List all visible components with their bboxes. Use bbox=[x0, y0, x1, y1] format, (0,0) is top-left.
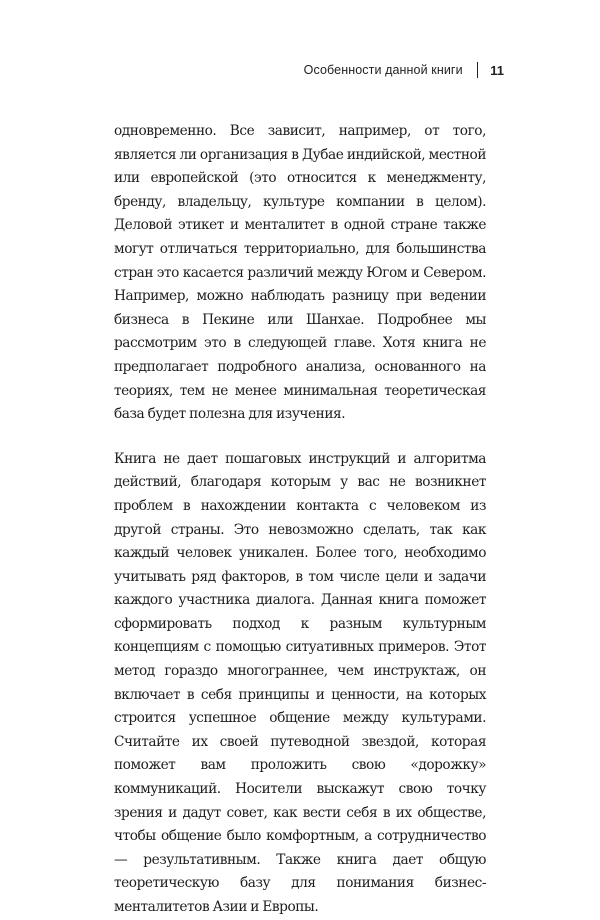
section-title: Особенности данной книги bbox=[303, 63, 463, 77]
body-text bbox=[114, 120, 486, 920]
running-head bbox=[304, 60, 504, 80]
paragraph-1: одновременно. Все зависит, например, от того, является ли организация в Дубае индийской, местной или европейской (это относится к менеджменту, бренду, владельцу, культуре компании в целом). Деловой этикет и менталитет в одной стране также могут отличаться территориально, для большинства стран это касается различий между Югом и Севером. Например, можно наблюдать разницу при ведении бизнеса в Пекине или Шанхае. Подробнее мы рассмотрим это в следующей главе. Хотя книга не предполагает подробного анализа, основанного на теориях, тем не менее минимальная теоретическая база будет полезна для изучения. bbox=[114, 123, 486, 423]
header-divider bbox=[477, 62, 479, 78]
page-number: 11 bbox=[490, 62, 504, 78]
paragraph-2: Книга не дает пошаговых инструкций и алгоритма действий, благодаря которым у вас не возникнет проблем в нахождении контакта с человеком из другой страны. Это невозможно сделать, так как каждый человек уникален. Более того, необходимо учитывать ряд факторов, в том числе цели и задачи каждого участника диалога. Данная книга поможет сформировать подход к разным культурным концепциям с помощью ситуативных примеров. Этот метод гораздо многограннее, чем инструктаж, он включает в себя принципы и ценности, на которых строится успешное общение между культурами. Считайте их своей путеводной звездой, которая поможет вам проложить свою «дорожку» коммуникаций. Носители выскажут свою точку зрения и дадут совет, как вести себя в их обществе, чтобы общение было комфортным, а сотрудничество — результативным. Также книга дает общую теоретическую базу для понимания бизнес-менталитетов Азии и Европы. bbox=[114, 450, 486, 915]
